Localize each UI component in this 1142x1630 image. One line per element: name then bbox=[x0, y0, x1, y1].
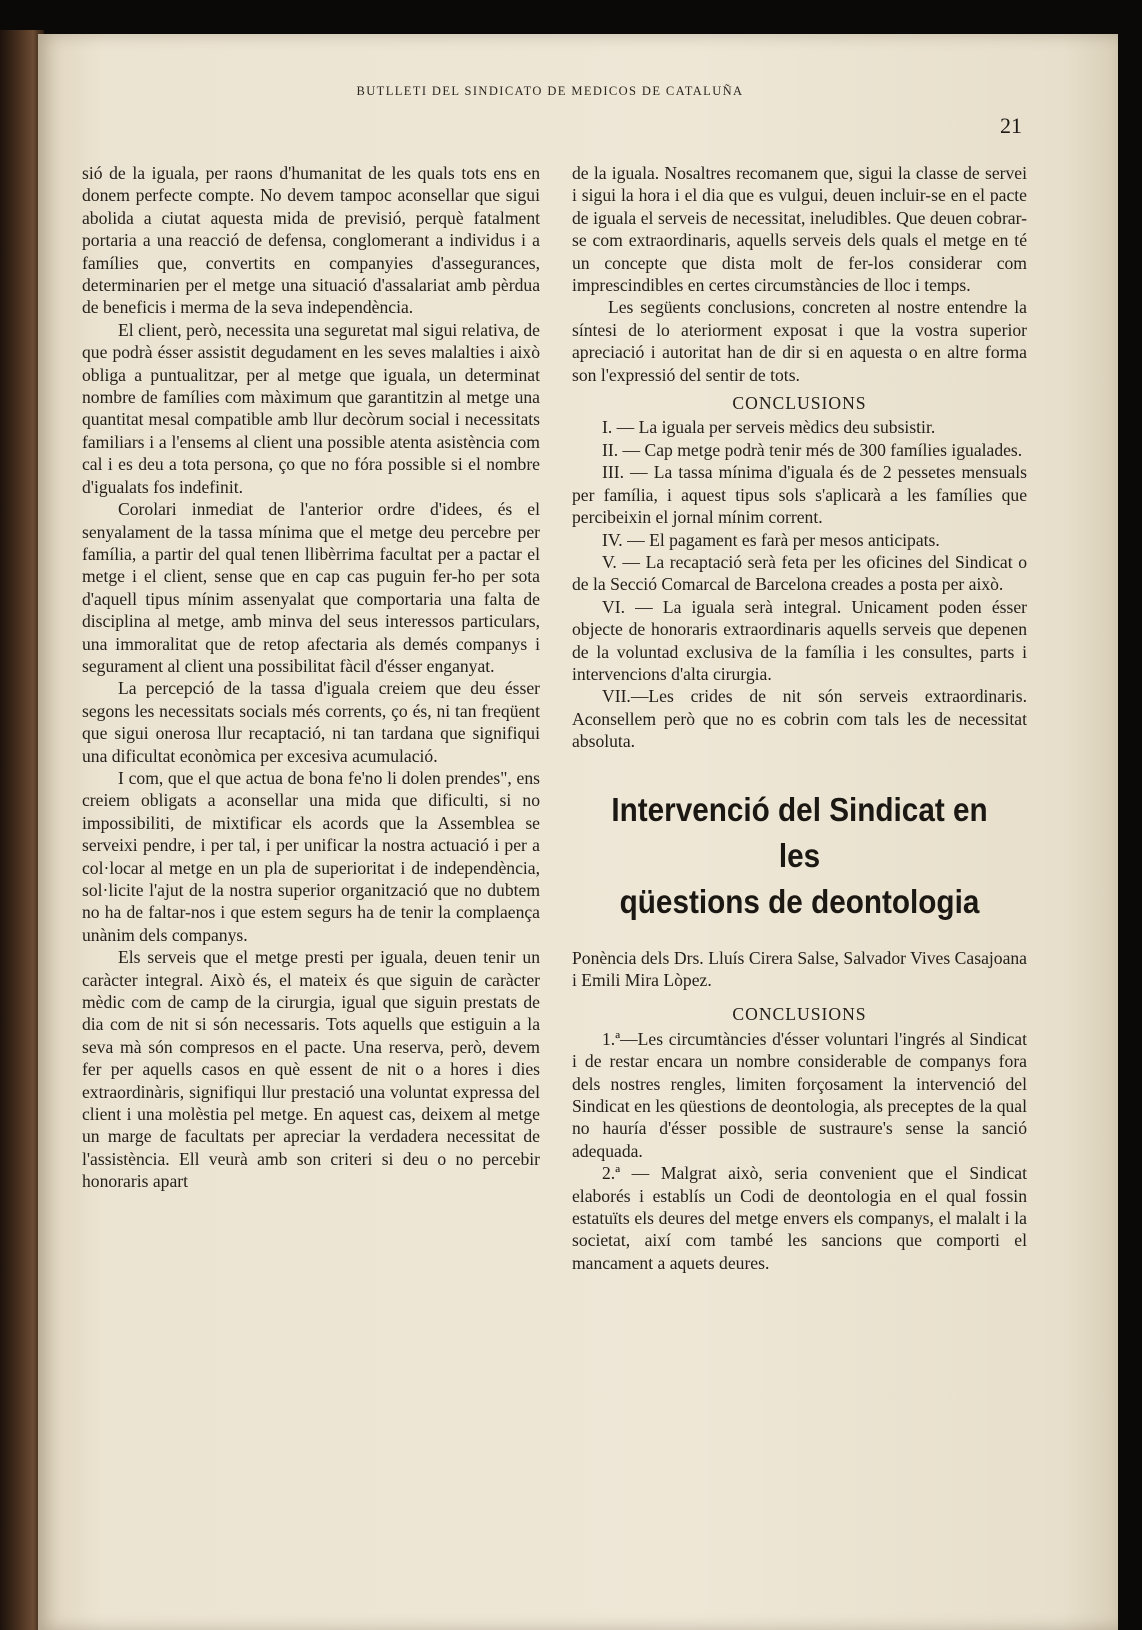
conclusion-item: VI. — La iguala serà integral. Unicament poden ésser objecte de honoraris extraordinaris aquells serveis que depenen de la voluntad exclusiva de la família i les consultes, parts i intervencions d'alta cirurgia. bbox=[572, 596, 1027, 684]
page-number: 21 bbox=[1000, 113, 1022, 138]
section-title bbox=[595, 787, 1005, 925]
conclusions-heading: CONCLUSIONS bbox=[732, 393, 867, 414]
conclusion-item: I. — La iguala per serveis mèdics deu subsistir. bbox=[602, 417, 936, 438]
paragraph: La percepció de la tassa d'iguala creiem que deu ésser segons les necessitats socials més corrents, ço és, ni tan freqüent que sigui onerosa llur recaptació, ni tan tardana que signifiqui una dificultat econòmica per excesiva acumulació. bbox=[82, 678, 540, 766]
conclusion-item: 2.ª — Malgrat això, seria convenient que el Sindicat elaborés i establís un Codi de deontologia en el qual fossin estatuïts els deures del metge envers els companys, el malalt i la societat, així com també les sancions que comporti el mancament a aquets deures. bbox=[572, 1163, 1027, 1273]
section-title-line: qüestions de deontologia bbox=[619, 882, 980, 920]
conclusions-heading: CONCLUSIONS bbox=[732, 1004, 867, 1025]
conclusion-item: IV. — El pagament es farà per mesos anticipats. bbox=[602, 529, 940, 550]
paragraph: Corolari inmediat de l'anterior ordre d'idees, és el senyalament de la tassa mínima que el metge deu percebre per família, a partir del qual tenen llibèrrima facultat per a pactar el metge i el client, sense que en cap cas puguin fer-ho per sota d'aquell tipus mínim assenyalat que comportaria una falta de disciplina al metge, amb minva del seus interessos particulars, una immoralitat que de retop afectaria als demés companys i segurament al client una possibilitat fàcil d'ésser enganyat. bbox=[82, 499, 540, 676]
conclusion-item: III. — La tassa mínima d'iguala és de 2 pessetes mensuals per família, i aquest tipus sols s'aplicarà a les famílies que percibeixin el jornal mínim corrent. bbox=[572, 462, 1027, 528]
conclusion-item: VII.—Les crides de nit són serveis extraordinaris. Aconsellem però que no es cobrin com tals les de necessitat absoluta. bbox=[572, 686, 1027, 752]
section-title-line: Intervenció del Sindicat en les bbox=[611, 790, 988, 874]
paragraph: sió de la iguala, per raons d'humanitat de les quals tots ens en donem perfecte compte. No devem tampoc aconsellar que sigui abolida a ciutat aquesta mida de previsió, perquè fatalment portaria a una reacció de defensa, conglomerant a individus i a famílies que, convertits en companyies d'assegurances, determinarien per el metge una situació d'assalariat amb pèrdua de beneficis i merma de la seva independència. bbox=[82, 163, 540, 318]
paragraph: Els serveis que el metge presti per iguala, deuen tenir un caràcter integral. Això és, el mateix és que siguin de caràcter mèdic com de camp de la cirurgia, igual que siguin prestats de dia com de nit si són necessaris. Tots aquells que estiguin a la seva mà són compresos en el pacte. Una reserva, però, devem fer per aquells casos en què essent de nit o a hores i dies extraordinàris, signifiqui llur prestació una voluntat expressa del client i una molèstia pel metge. En aquest cas, deixem al metge un marge de facultats per apreciar la verdadera necessitat de l'assistència. Ell veurà amb son criteri si deu o no percebir honoraris apart bbox=[82, 947, 540, 1192]
paragraph: I com, que el que actua de bona fe'no li dolen prendes", ens creiem obligats a aconsellar una mida que dificulti, si no impossibiliti, de mixtificar els acords que la Assemblea se serveixi pendre, i per tal, i per unificar la nostra actuació i per a col·locar al metge en un pla de superioritat i de independència, sol·licite l'ajut de la nostra superior organització que no dubtem no ha de faltar-nos i que estem segurs ha de tenir la complaença unànim dels companys. bbox=[82, 767, 540, 945]
paragraph: El client, però, necessita una seguretat mal sigui relativa, de que podrà ésser assistit degudament en les seves malalties i això obliga a puntualitzar, per al metge que iguala, un determinat nombre de famílies com màximum que garantitzin al metge una quantitat mesal compatible amb llur decòrum social i necessitats familiars i a l'ensems al client una possible atenta asistència com cal i es deu a tota persona, ço que no fóra possible si el nombre d'igualats fos indefinit. bbox=[82, 319, 540, 497]
conclusion-item: II. — Cap metge podrà tenir més de 300 famílies igualades. bbox=[602, 439, 1023, 460]
running-header: BUTLLETI DEL SINDICATO DE MEDICOS DE CATALUÑA bbox=[356, 84, 744, 98]
conclusion-item: V. — La recaptació serà feta per les oficines del Sindicat o de la Secció Comarcal de Barcelona creades a posta per això. bbox=[572, 551, 1027, 595]
conclusion-item: 1.ª—Les circumtàncies d'ésser voluntari l'ingrés al Sindicat i de restar encara un nombre considerable de companys fora dels nostres rengles, limiten forçosament la intervenció del Sindicat en les qüestions de deontologia, als preceptes de la qual no hauría d'ésser possible de sustraure's sense la sanció adequada. bbox=[572, 1028, 1027, 1161]
paragraph: Les següents conclusions, concreten al nostre entendre la síntesi de lo ateriorment exposat i que la vostra superior apreciació i autoritat han de dir si en aquesta o en altre forma son l'expressió del sentir de tots. bbox=[572, 297, 1027, 385]
paragraph: de la iguala. Nosaltres recomanem que, sigui la classe de servei i sigui la hora i el dia que es vulgui, deuen incluir-se en el pacte de iguala el serveis de necessitat, ineludibles. Que deuen cobrar-se com extraordinaris, aquells serveis dels quals el metge en té un concepte que dista molt de fer-los considerar com imprescindibles en certes circumstàncies de lloc i temps. bbox=[572, 163, 1027, 296]
authors-line: Ponència dels Drs. Lluís Cirera Salse, Salvador Vives Casajoana i Emili Mira Lòpez. bbox=[572, 947, 1027, 990]
left-column bbox=[82, 162, 540, 1193]
right-column bbox=[572, 162, 1027, 1274]
